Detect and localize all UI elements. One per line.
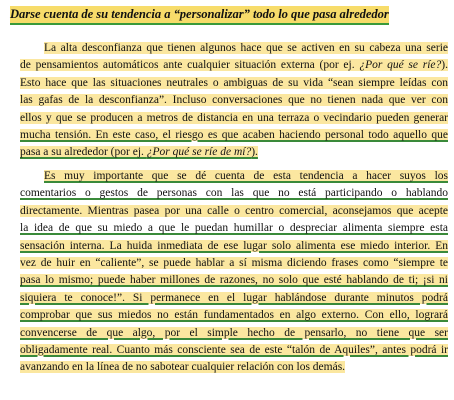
paragraph-line: pasa a su alrededor (por ej. ¿Por qué se ríe de mí?).	[20, 146, 258, 159]
paragraph-line: la idea de que su miedo a que le puedan humillar o despreciar alimenta siempre esta	[20, 222, 448, 235]
paragraph-line: pasa lo mismo; puede haber millones de razones, no solo que esté hablando de ti; ¡si ni	[20, 274, 448, 287]
section-title	[10, 7, 450, 22]
paragraph-line: siquiera te conoce!”. Si permanece en el lugar hablándose durante minutos podrá	[20, 291, 448, 304]
paragraph-line: comentarios o gestos de personas con las que no está participando o hablando	[20, 187, 448, 200]
section-title-text: Darse cuenta de su tendencia a “personalizar” todo lo que pasa alrededor	[10, 6, 389, 25]
paragraph-line: ellos y que se producen a metros de distancia en una terraza o vecindario pueden generar	[20, 111, 448, 124]
paragraph-2	[20, 168, 448, 377]
paragraph-line: La alta desconfianza que tienen algunos hace que se activen en su cabeza una serie	[44, 42, 448, 54]
paragraph-line: vez de huir en “caliente”, se puede hablar a sí misma diciendo frases como “siempre te	[20, 256, 448, 269]
paragraph-line: Esto hace que las situaciones neutrales o ambiguas de su vida “sean siempre leídas con	[20, 76, 448, 89]
paragraph-line: comprobar que sus miedos no están fundamentados en algo externo. Con ello, logrará	[20, 309, 448, 322]
paragraph-line: convencerse de que algo, por el simple hecho de pensarlo, no tiene que ser	[20, 326, 448, 339]
paragraph-line: avanzando en la línea de no sabotear cualquier relación con los demás.	[20, 361, 346, 374]
paragraph-line: directamente. Mientras pasea por una calle o centro comercial, aconsejamos que acepte	[20, 204, 448, 217]
paragraph-line: sensación interna. La huida inmediata de ese lugar solo alimenta ese miedo interior. En	[20, 239, 448, 252]
paragraph-line: Es muy importante que se dé cuenta de esta tendencia a hacer suyos los	[44, 170, 448, 182]
paragraph-line: de pensamientos automáticos ante cualquier situación externa (por ej. ¿Por qué se ríe?).	[20, 59, 448, 72]
paragraph-line: las gafas de la desconfianza”. Incluso conversaciones que no tienen nada que ver con	[20, 94, 448, 107]
paragraph-line: obligadamente real. Cuanto más consciente sea de este “talón de Aquiles”, antes podrá ir	[20, 343, 448, 356]
paragraph-1	[20, 40, 448, 162]
paragraph-line: mucha tensión. En este caso, el riesgo es que acaben haciendo personal todo aquello que	[20, 128, 448, 141]
